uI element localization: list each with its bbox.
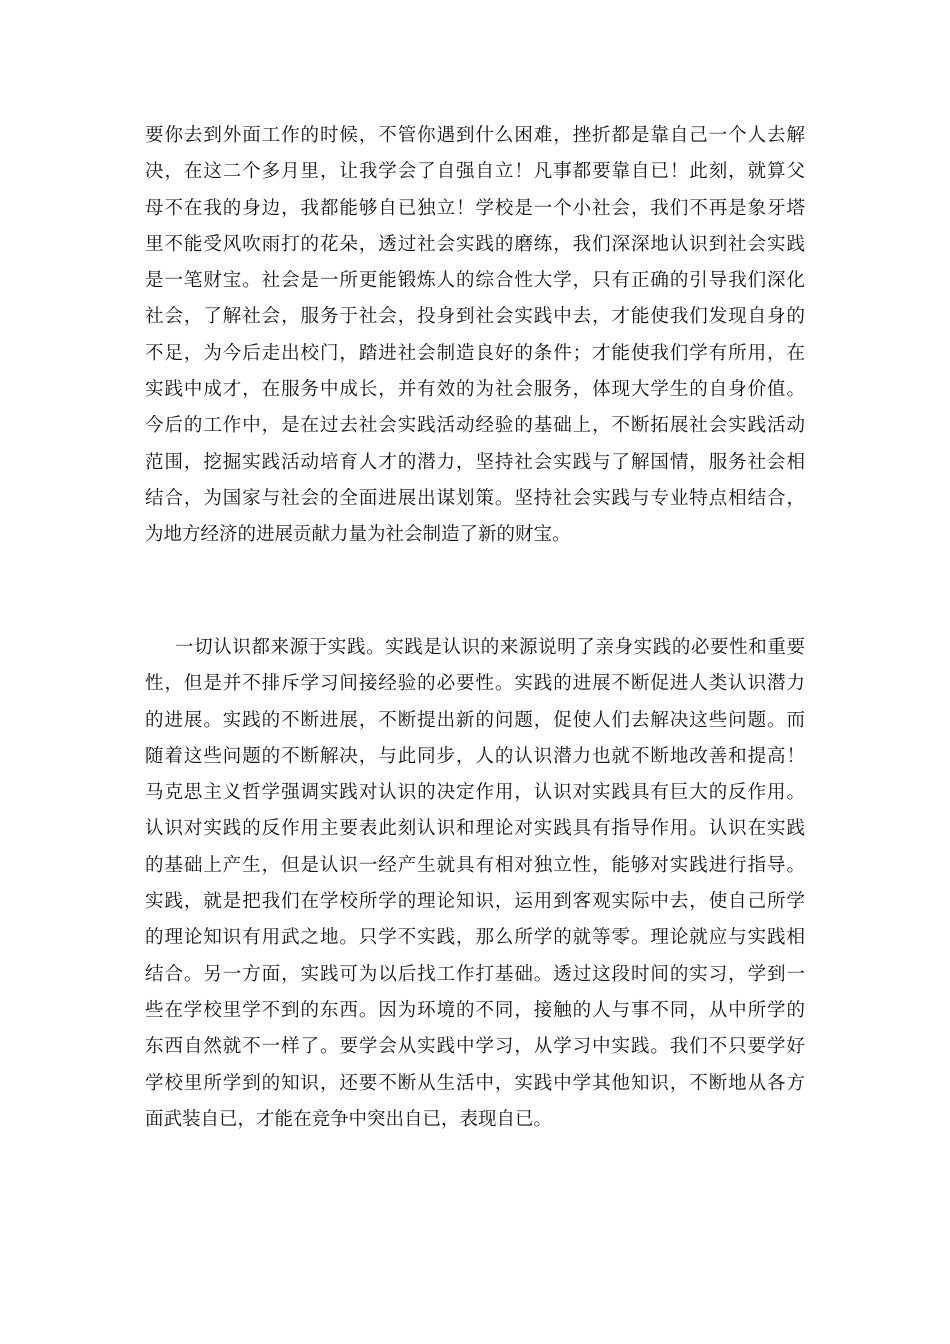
paragraph-2-line: 东西自然就不一样了。要学会从实践中学习，从学习中实践。我们不只要学好	[145, 1036, 805, 1058]
paragraph-2-line: 的理论知识有用武之地。只学不实践，那么所学的就等零。理论就应与实践相	[145, 927, 805, 949]
paragraph-1-line: 里不能受风吹雨打的花朵，透过社会实践的磨练，我们深深地认识到社会实践	[145, 233, 805, 255]
paragraph-1-line: 实践中成才，在服务中成长，并有效的为社会服务，体现大学生的自身价值。	[145, 379, 805, 401]
paragraph-1-line: 今后的工作中，是在过去社会实践活动经验的基础上，不断拓展社会实践活动	[145, 415, 805, 437]
paragraph-1-line: 要你去到外面工作的时候，不管你遇到什么困难，挫折都是靠自己一个人去解	[145, 125, 805, 146]
paragraph-2-line: 些在学校里学不到的东西。因为环境的不同，接触的人与事不同，从中所学的	[145, 999, 805, 1021]
paragraph-2-line: 面武装自已，才能在竞争中突出自已，表现自已。	[145, 1108, 553, 1130]
paragraph-1-line: 结合，为国家与社会的全面进展出谋划策。坚持社会实践与专业特点相结合，	[145, 487, 805, 509]
paragraph-1-line: 决，在这二个多月里，让我学会了自强自立！凡事都要靠自已！此刻，就算父	[145, 161, 805, 183]
paragraph-2-line: 学校里所学到的知识，还要不断从生活中，实践中学其他知识，不断地从各方	[145, 1072, 805, 1094]
paragraph-1-line: 为地方经济的进展贡献力量为社会制造了新的财宝。	[145, 524, 571, 546]
paragraph-1-line: 是一笔财宝。社会是一所更能锻炼人的综合性大学，只有正确的引导我们深化	[145, 270, 805, 292]
paragraph-2-line: 的基础上产生，但是认识一经产生就具有相对独立性，能够对实践进行指导。	[145, 854, 805, 876]
paragraph-1-line: 不足，为今后走出校门，踏进社会制造良好的条件；才能使我们学有所用，在	[145, 342, 805, 364]
paragraph-2-line: 的进展。实践的不断进展，不断提出新的问题，促使人们去解决这些问题。而	[145, 709, 805, 731]
paragraph-2-line: 结合。另一方面，实践可为以后找工作打基础。透过这段时间的实习，学到一	[145, 963, 805, 985]
paragraph-1-line: 社会，了解社会，服务于社会，投身到社会实践中去，才能使我们发现自身的	[145, 306, 805, 328]
paragraph-2-line: 认识对实践的反作用主要表此刻认识和理论对实践具有指导作用。认识在实践	[145, 818, 805, 840]
paragraph-1	[145, 118, 805, 554]
paragraph-2-line: 随着这些问题的不断解决，与此同步，人的认识潜力也就不断地改善和提高！	[145, 745, 805, 767]
paragraph-1-line: 范围，挖掘实践活动培育人才的潜力，坚持社会实践与了解国情，服务社会相	[145, 451, 805, 473]
paragraph-2-line: 马克思主义哲学强调实践对认识的决定作用，认识对实践具有巨大的反作用。	[145, 782, 805, 804]
paragraph-1-line: 母不在我的身边，我都能够自已独立！学校是一个小社会，我们不再是象牙塔	[145, 197, 805, 219]
paragraph-2-line: 性，但是并不排斥学习间接经验的必要性。实践的进展不断促进人类认识潜力	[145, 673, 805, 695]
paragraph-2	[145, 630, 805, 1138]
paragraph-2-line: 一切认识都来源于实践。实践是认识的来源说明了亲身实践的必要性和重要	[175, 637, 805, 658]
paragraph-2-line: 实践，就是把我们在学校所学的理论知识，运用到客观实际中去，使自己所学	[145, 891, 805, 913]
